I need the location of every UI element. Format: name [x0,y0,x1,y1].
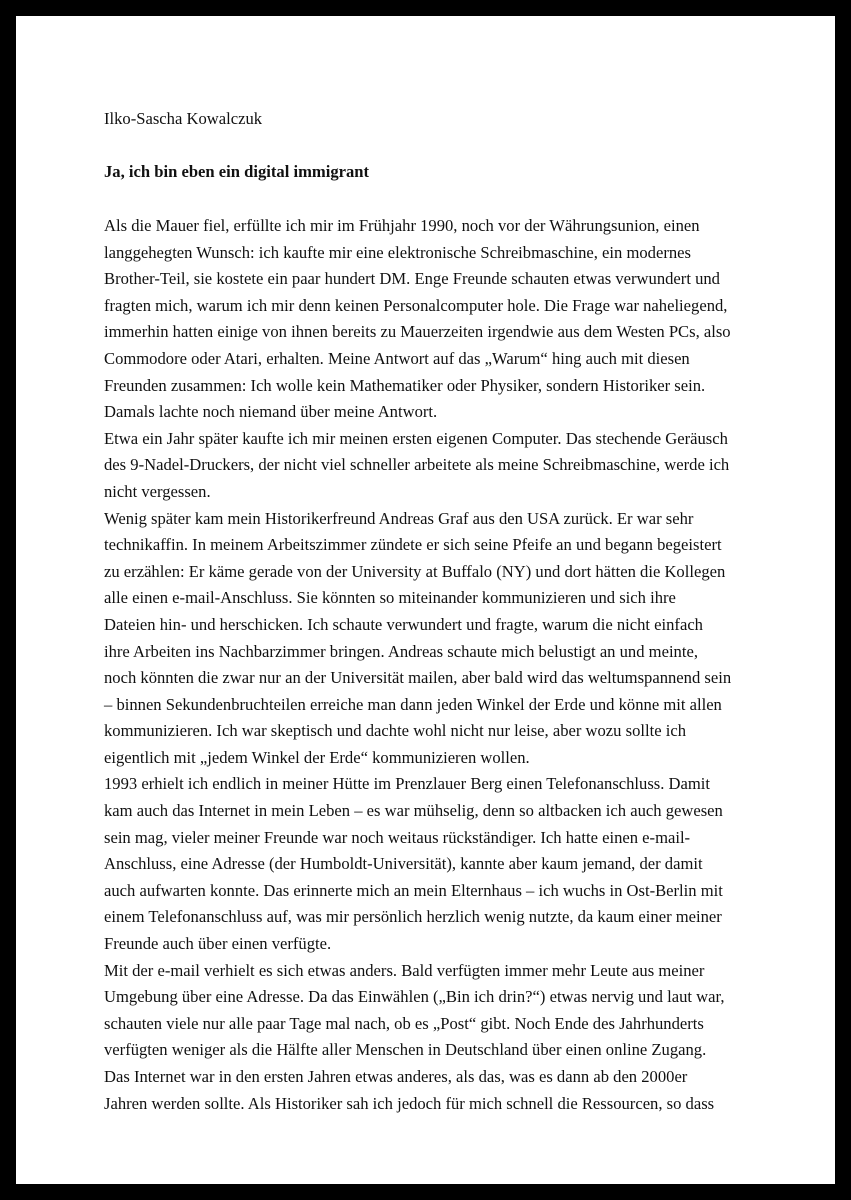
text-line: alle einen e-mail-Anschluss. Sie könnten so miteinander kommunizieren und sich ihre [104,588,676,608]
text-line: einem Telefonanschluss auf, was mir persönlich herzlich wenig nutzte, da kaum einer meiner [104,907,722,927]
text-line: Dateien hin- und herschicken. Ich schaute verwundert und fragte, warum die nicht einfach [104,614,703,634]
author-name: Ilko-Sascha Kowalczuk [104,109,263,128]
text-line: Umgebung über eine Adresse. Da das Einwählen („Bin ich drin?“) etwas nervig und laut war, [104,987,725,1007]
text-line: 1993 erhielt ich endlich in meiner Hütte im Prenzlauer Berg einen Telefonanschluss. Damit [104,774,711,794]
text-line: Commodore oder Atari, erhalten. Meine Antwort auf das „Warum“ hing auch mit diesen [104,348,690,368]
paragraph-2 [104,426,764,506]
text-line: ihre Arbeiten ins Nachbarzimmer bringen. Andreas schaute mich belustigt an und meinte, [104,641,698,661]
text-line: eigentlich mit „jedem Winkel der Erde“ kommunizieren wollen. [104,747,530,767]
text-line: des 9-Nadel-Druckers, der nicht viel schneller arbeitete als meine Schreibmaschine, werde ich [104,455,730,475]
text-line: Freunden zusammen: Ich wolle kein Mathematiker oder Physiker, sondern Historiker sein. [104,375,706,395]
text-line: Als die Mauer fiel, erfüllte ich mir im Frühjahr 1990, noch vor der Währungsunion, einen [104,216,700,235]
text-line: schauten viele nur alle paar Tage mal nach, ob es „Post“ gibt. Noch Ende des Jahrhunderts [104,1013,704,1033]
paragraph-4 [104,771,764,957]
text-line: technikaffin. In meinem Arbeitszimmer zündete er sich seine Pfeife an und begann begeistert [104,535,722,555]
text-line: Mit der e-mail verhielt es sich etwas anders. Bald verfügten immer mehr Leute aus meiner [104,960,705,980]
text-line: langgehegten Wunsch: ich kaufte mir eine elektronische Schreibmaschine, ein modernes [104,242,691,262]
paragraph-1 [104,213,764,426]
document-title: Ja, ich bin eben ein digital immigrant [104,162,370,181]
text-line: Etwa ein Jahr später kaufte ich mir meinen ersten eigenen Computer. Das stechende Geräusch [104,428,728,448]
text-line: immerhin hatten einige von ihnen bereits zu Mauerzeiten irgendwie aus dem Westen PCs, also [104,322,731,342]
text-line: kommunizieren. Ich war skeptisch und dachte wohl nicht nur leise, aber wozu sollte ich [104,721,686,741]
text-line: zu erzählen: Er käme gerade von der University at Buffalo (NY) und dort hätten die Kollegen [104,561,726,581]
text-line: verfügten weniger als die Hälfte aller Menschen in Deutschland über einen online Zugang. [104,1040,707,1060]
text-line: Das Internet war in den ersten Jahren etwas anderes, als das, was es dann ab den 2000er [104,1067,688,1086]
text-line: Freunde auch über einen verfügte. [104,934,332,954]
text-line: – binnen Sekundenbruchteilen erreiche man dann jeden Winkel der Erde und könne mit allen [104,694,722,714]
text-line: nicht vergessen. [104,481,211,501]
text-line: auch aufwarten konnte. Das erinnerte mich an mein Elternhaus – ich wuchs in Ost-Berlin mit [104,880,723,900]
text-line: fragten mich, warum ich mir denn keinen Personalcomputer hole. Die Frage war naheliegend, [104,295,728,315]
paragraph-3 [104,506,764,772]
text-line: noch könnten die zwar nur an der Universität mailen, aber bald wird das weltumspannend sein [104,668,732,688]
text-line: sein mag, vieler meiner Freunde war noch weitaus rückständiger. Ich hatte einen e-mail- [104,827,691,847]
document-page [16,16,835,1184]
text-line: Damals lachte noch niemand über meine Antwort. [104,402,438,422]
document-body [104,213,764,1117]
document-content [104,106,764,1117]
paragraph-5 [104,958,764,1118]
text-line: Brother-Teil, sie kostete ein paar hundert DM. Enge Freunde schauten etwas verwundert und [104,269,720,289]
text-line: Jahren werden sollte. Als Historiker sah ich jedoch für mich schnell die Ressourcen, so dass [104,1093,715,1113]
text-line: Anschluss, eine Adresse (der Humboldt-Universität), kannte aber kaum jemand, der damit [104,854,703,874]
text-line: Wenig später kam mein Historikerfreund Andreas Graf aus den USA zurück. Er war sehr [104,508,694,528]
text-line: kam auch das Internet in mein Leben – es war mühselig, denn so altbacken ich auch gewesen [104,801,723,821]
